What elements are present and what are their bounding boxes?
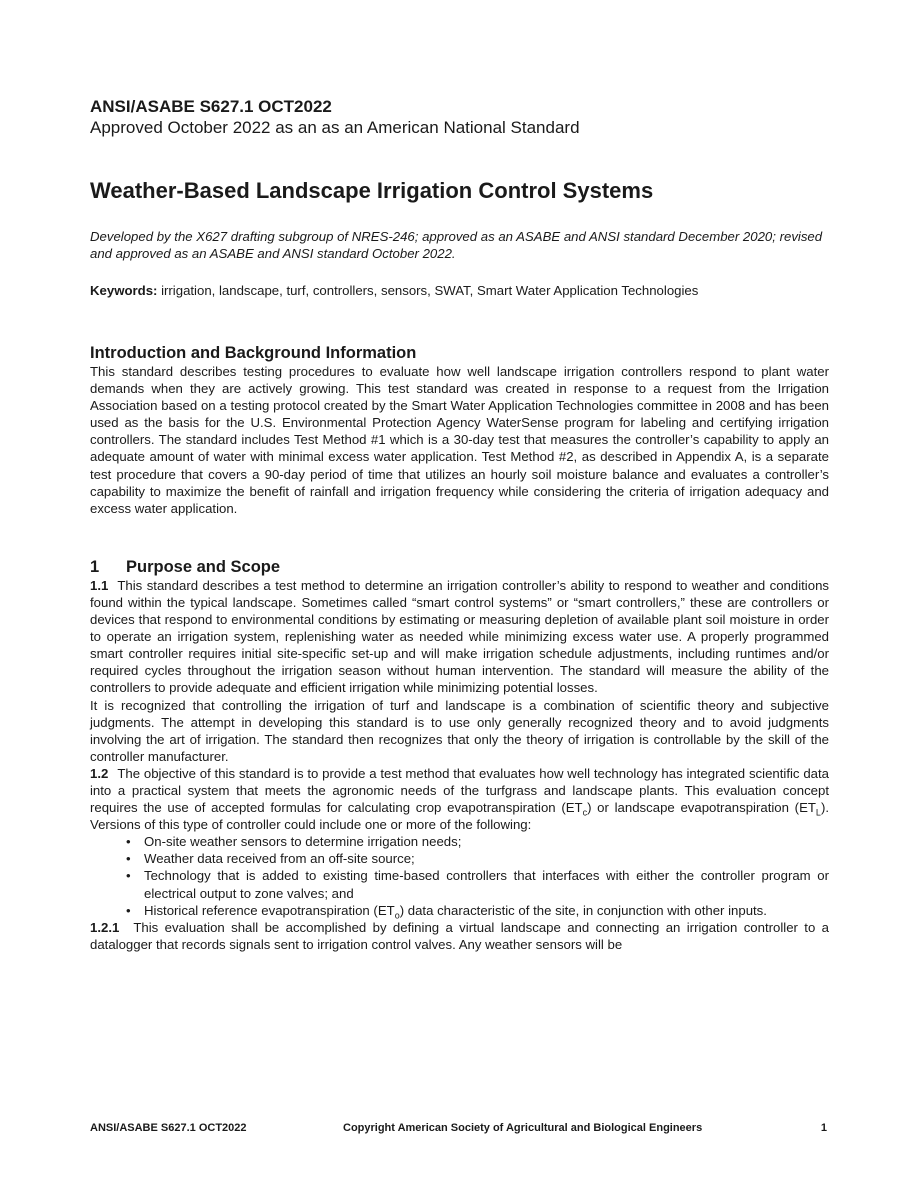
standard-id: ANSI/ASABE S627.1 OCT2022	[90, 97, 332, 116]
list-item-text-b: ) data characteristic of the site, in conjunction with other inputs.	[399, 902, 767, 918]
eto-subscript: o	[394, 910, 400, 921]
controller-versions-list	[90, 833, 829, 921]
section-1-heading	[90, 557, 829, 577]
list-item-text: Weather data received from an off-site source;	[144, 851, 415, 867]
approval-statement: Approved October 2022 as an as an American National Standard	[90, 118, 580, 137]
list-item	[126, 867, 829, 901]
list-item-text-a: Historical reference evapotranspiration (ET	[144, 902, 395, 918]
clause-1-2-text-c: ). Versions of this type of controller could include one or more of the following:	[90, 800, 829, 833]
bullet-icon: •	[126, 902, 131, 918]
section-1-number: 1	[90, 557, 100, 576]
list-item	[126, 850, 829, 867]
keywords-list: irrigation, landscape, turf, controllers, sensors, SWAT, Smart Water Application Technologies	[157, 283, 699, 298]
recognition-paragraph: It is recognized that controlling the irrigation of turf and landscape is a combination of scientific theory and subjective judgments. The attempt in developing this standard is to use only generally recognized theory and to avoid judgments involving the art of irrigation. The standard then recognizes that only the theory of irrigation is controllable by the skill of the controller manufacturer.	[90, 697, 829, 764]
clause-1-2-1	[90, 919, 829, 953]
clause-1-2-1-number: 1.2.1	[90, 919, 120, 935]
clause-1-2-text-b: ) or landscape evapotranspiration (ET	[587, 800, 816, 816]
section-1-title: Purpose and Scope	[126, 557, 281, 576]
clause-1-1-number: 1.1	[90, 577, 109, 593]
list-item	[126, 833, 829, 850]
list-item-text: On-site weather sensors to determine irrigation needs;	[144, 834, 462, 850]
footer-copyright: Copyright American Society of Agricultural and Biological Engineers	[343, 1122, 703, 1134]
footer-standard-id: ANSI/ASABE S627.1 OCT2022	[90, 1122, 247, 1134]
list-item-text: Technology that is added to existing time-based controllers that interfaces with either the controller program or electrical output to zone valves; and	[144, 868, 829, 901]
clause-1-1-text: This standard describes a test method to determine an irrigation controller’s ability to respond to weather and conditions found within the typical landscape. Sometimes called “smart control systems” or “smart controllers,” these are controllers or devices that respond to environmental conditions by estimating or measuring depletion of available plant soil moisture in order to operate an irrigation system, replenishing water as needed while minimizing excess water use. A properly programmed smart controller requires initial site-specific set-up and will make irrigation schedule adjustments, including runtimes and/or required cycles throughout the irrigation season without human intervention. The standard will measure the ability of the controllers to provide adequate and efficient irrigation while minimizing potential losses.	[90, 577, 829, 696]
etc-subscript: c	[582, 807, 588, 818]
clause-1-2-number: 1.2	[90, 765, 109, 781]
page-number: 1	[820, 1122, 827, 1134]
bullet-icon: •	[126, 834, 131, 850]
etl-subscript: L	[815, 807, 821, 818]
keywords	[90, 282, 829, 299]
keywords-label: Keywords:	[90, 283, 158, 298]
clause-1-2	[90, 765, 829, 833]
clause-1-1	[90, 577, 829, 697]
intro-heading: Introduction and Background Information	[90, 344, 417, 362]
bullet-icon: •	[126, 868, 131, 884]
bullet-icon: •	[126, 851, 131, 867]
document-page	[90, 96, 829, 953]
intro-paragraph: This standard describes testing procedures to evaluate how well landscape irrigation controllers respond to plant water demands when they are actively growing. This test standard was created in response to a request from the Irrigation Association based on a testing protocol created by the Smart Water Application Technologies committee in 2008 and has been used as the basis for the U.S. Environmental Protection Agency WaterSense program for labeling and certifying irrigation controllers. The standard includes Test Method #1 which is a 30-day test that measures the controller’s capability to apply an adequate amount of water with minimal excess water application. Test Method #2, as described in Appendix A, is a separate test procedure that covers a 90-day period of time that utilizes an hourly soil moisture balance and evaluates a controller’s capability to maximize the benefit of rainfall and irrigation frequency while considering the criteria of irrigation adequacy and excess water application.	[90, 364, 829, 516]
list-item	[126, 902, 829, 919]
document-title: Weather-Based Landscape Irrigation Control Systems	[90, 178, 654, 203]
developed-by-note: Developed by the X627 drafting subgroup of NRES-246; approved as an ASABE and ANSI standard December 2020; revised and approved as an ASABE and ANSI standard October 2022.	[90, 229, 823, 261]
clause-1-2-1-text: This evaluation shall be accomplished by defining a virtual landscape and connecting an irrigation controller to a datalogger that records signals sent to irrigation control valves. Any weather sensors will be	[90, 919, 829, 952]
clause-1-2-text-a: The objective of this standard is to provide a test method that evaluates how well technology has integrated scientific data into a practical system that meets the agronomic needs of the turfgrass and landscape plants. This evaluation concept requires the use of accepted formulas for calculating crop evapotranspiration (ET	[90, 765, 829, 816]
